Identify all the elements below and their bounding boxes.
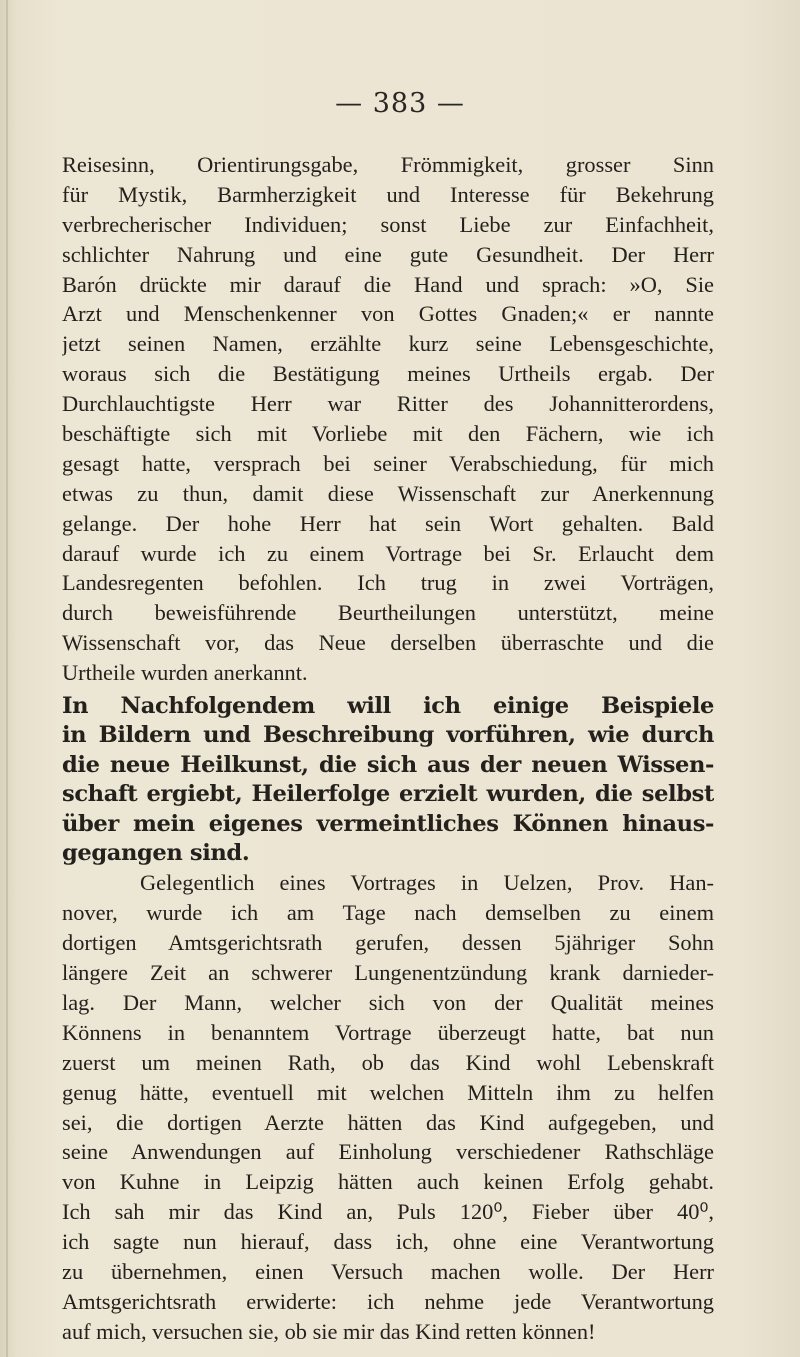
text-line: jetzt seinen Namen, erzählte kurz seine Lebensgeschichte,: [62, 331, 714, 357]
page-number: — 383 —: [335, 88, 465, 119]
bold-text-line: über mein eigenes vermeintliches Können hinaus-: [62, 810, 714, 837]
text-line: darauf wurde ich zu einem Vortrage bei Sr. Erlaucht dem: [62, 540, 714, 566]
bold-text-line: gegangen sind.: [62, 839, 250, 866]
text-line: Könnens in benanntem Vortrage überzeugt hatte, bat nun: [62, 1019, 714, 1045]
page-body: [62, 150, 714, 1347]
text-line: Urtheile wurden anerkannt.: [62, 660, 308, 686]
bold-text-line: in Bildern und Beschreibung vorführen, wie durch: [62, 722, 714, 749]
bold-text-line: die neue Heilkunst, die sich aus der neuen Wissen-: [62, 751, 714, 778]
text-line: Arzt und Menschenkenner von Gottes Gnaden;« er nannte: [62, 301, 714, 327]
paragraph-1: [62, 150, 714, 688]
text-line: seine Anwendungen auf Einholung verschiedener Rathschläge: [62, 1139, 714, 1165]
text-line: durch beweisführende Beurtheilungen unterstützt, meine: [62, 600, 714, 626]
text-line: dortigen Amtsgerichtsrath gerufen, dessen 5jähriger Sohn: [62, 930, 714, 956]
text-line: Gelegentlich eines Vortrages in Uelzen, Prov. Han-: [140, 870, 714, 896]
bold-text-line: schaft ergiebt, Heilerfolge erzielt wurden, die selbst: [62, 781, 714, 808]
text-line: Durchlauchtigste Herr war Ritter des Johannitterordens,: [62, 391, 714, 417]
text-line: genug hätte, eventuell mit welchen Mitteln ihm zu helfen: [62, 1079, 714, 1105]
text-line: zuerst um meinen Rath, ob das Kind wohl Lebenskraft: [62, 1049, 714, 1075]
text-line: lag. Der Mann, welcher sich von der Qualität meines: [62, 989, 714, 1015]
text-line: schlichter Nahrung und eine gute Gesundheit. Der Herr: [62, 241, 714, 267]
text-line: verbrecherischer Individuen; sonst Liebe zur Einfachheit,: [62, 211, 714, 237]
text-line: für Mystik, Barmherzigkeit und Interesse für Bekehrung: [62, 181, 714, 207]
text-line: Landesregenten befohlen. Ich trug in zwei Vorträgen,: [62, 570, 714, 596]
bold-heading-paragraph: [62, 692, 714, 868]
text-line: nover, wurde ich am Tage nach demselben zu einem: [62, 900, 714, 926]
text-line: Ich sah mir das Kind an, Puls 120⁰, Fieber über 40⁰,: [62, 1199, 714, 1225]
text-line: sei, die dortigen Aerzte hätten das Kind aufgegeben, und: [62, 1109, 714, 1135]
text-line: ich sagte nun hierauf, dass ich, ohne eine Verantwortung: [62, 1229, 714, 1255]
text-line: woraus sich die Bestätigung meines Urtheils ergab. Der: [62, 361, 714, 387]
page-gutter: [6, 0, 8, 1357]
text-line: von Kuhne in Leipzig hätten auch keinen Erfolg gehabt.: [62, 1169, 714, 1195]
text-line: gelange. Der hohe Herr hat sein Wort gehalten. Bald: [62, 510, 714, 536]
text-line: längere Zeit an schwerer Lungenentzündung krank darnieder-: [62, 960, 714, 986]
text-line: gesagt hatte, versprach bei seiner Verabschiedung, für mich: [62, 450, 714, 476]
text-line: auf mich, versuchen sie, ob sie mir das Kind retten können!: [62, 1318, 596, 1344]
text-line: beschäftigte sich mit Vorliebe mit den Fächern, wie ich: [62, 421, 714, 447]
text-line: Barón drückte mir darauf die Hand und sprach: »O, Sie: [62, 271, 714, 297]
bold-text-line: In Nachfolgendem will ich einige Beispiele: [62, 693, 714, 720]
text-line: Wissenschaft vor, das Neue derselben überraschte und die: [62, 630, 714, 656]
paragraph-2: [62, 868, 714, 1346]
text-line: etwas zu thun, damit diese Wissenschaft zur Anerkennung: [62, 480, 714, 506]
text-line: Reisesinn, Orientirungsgabe, Frömmigkeit, grosser Sinn: [62, 152, 714, 177]
text-line: zu übernehmen, einen Versuch machen wolle. Der Herr: [62, 1258, 714, 1284]
text-line: Amtsgerichtsrath erwiderte: ich nehme jede Verantwortung: [62, 1288, 714, 1314]
